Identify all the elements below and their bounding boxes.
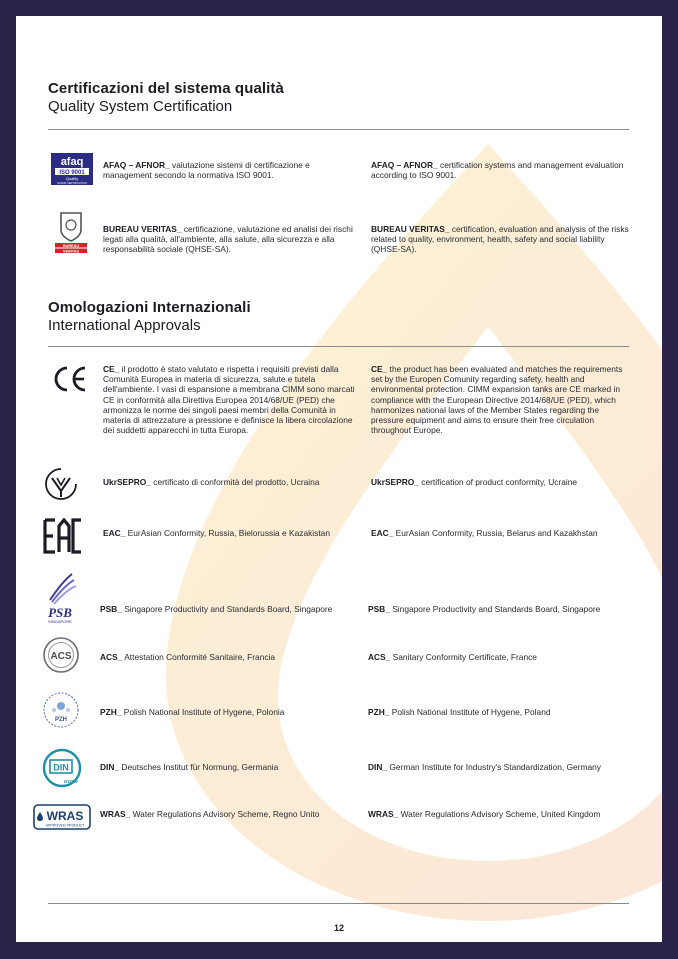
page [16,16,662,942]
section-title-quality-en: Quality System Certification [48,98,233,115]
psb-logo-word: PSB [48,605,72,620]
din-text-it: DIN_ Deutsches Institut für Normung, Germania [100,762,279,772]
acs-text-en: ACS_ Sanitary Conformity Certificate, France [368,652,537,662]
ukrsepro-logo [45,467,77,501]
pzh-logo [42,691,80,731]
wras-text-en: WRAS_ Water Regulations Advisory Scheme, United Kingdom [368,809,601,819]
afaq-logo-afnor: AFNOR CERTIFICATION [57,182,87,185]
eac-text-en: EAC_ EurAsian Conformity, Russia, Belarus and Kazakhstan [371,528,598,538]
psb-text-it: PSB_ Singapore Productivity and Standards Board, Singapore [100,604,333,614]
section-title-approvals-it: Omologazioni Internazionali [48,299,251,316]
wras-logo [33,804,91,830]
psb-logo [42,572,78,624]
wras-logo-word: WRAS [46,809,84,823]
bv-logo-bureau: BUREAU [62,243,80,248]
wras-text-it: WRAS_ Water Regulations Advisory Scheme, Regno Unito [100,809,320,819]
eac-text-it: EAC_ EurAsian Conformity, Russia, Bielorussia e Kazakistan [103,528,330,538]
bureau-veritas-text-en: BUREAU VERITAS_ certification, evaluation and analysis of the risks related to quality, environment, health, safety and social liability (QHSE-SA). [371,224,629,255]
afaq-logo-iso: ISO 9001 [59,170,85,176]
afaq-logo-quality: Quality [65,176,79,181]
afaq-text-en: AFAQ – AFNOR_ certification systems and management evaluation according to ISO 9001. [371,160,624,181]
ce-mark-logo [51,364,89,394]
psb-logo-singapore: SINGAPORE [48,619,72,624]
eac-logo [43,518,83,554]
divider [48,346,629,347]
ce-text-en: CE_ the product has been evaluated and matches the requirements set by the Europen Comunity regarding safety, health and environmental protection. CIMM expansion tanks are CE marked in compliance with the European Directive 2014/68/UE (PED), which harmonizes national laws of the Member States regarding the pressure equipment and aims to ensure their free circulation throughout Europe. [371,364,623,436]
wras-logo-approved: APPROVED PRODUCT [45,823,85,828]
pzh-logo-word: PZH [55,717,67,723]
pzh-text-it: PZH_ Polish National Institute of Hygene, Polonia [100,707,285,717]
din-dvgw-logo [42,748,82,788]
pzh-text-en: PZH_ Polish National Institute of Hygene, Poland [368,707,551,717]
din-text-en: DIN_ German Institute for Industry's Standardization, Germany [368,762,601,772]
acs-text-it: ACS_ Attestation Conformité Sanitaire, Francia [100,652,276,662]
acs-logo [42,636,80,674]
footer-divider [48,903,629,904]
afaq-text-it: AFAQ – AFNOR_ valutazione sistemi di certificazione e management secondo la normativa ISO 9001. [103,160,310,181]
ce-text-it: CE_ il prodotto è stato valutato e rispetta i requisiti previsti dalla Comunità Europea in materia di sicurezza, salute e tutela dell'ambiente. I vasi di espansione a membrana CIMM sono marcati CE in conformità alla Direttiva Europea 2014/68/UE (PED) che armonizza le norme dei singoli paesi membri della Comunità in materia di attrezzature a pressione e definisce la libera circolazione dei suddetti apparecchi in tutta Europa. [103,364,355,436]
bureau-veritas-text-it: BUREAU VERITAS_ certificazione, valutazione ed analisi dei rischi legati alla qualità, all'ambiente, alla salute, alla sicurezza e alla responsabilità sociale (QHSE-SA). [103,224,353,255]
ukrsepro-text-it: UkrSEPRO_ certificato di conformità del prodotto, Ucraina [103,477,320,487]
section-title-quality-it: Certificazioni del sistema qualità [48,80,284,97]
afaq-iso-9001-logo [51,153,93,185]
divider [48,129,629,130]
acs-logo-word: ACS [50,651,72,662]
section-title-approvals-en: International Approvals [48,317,201,334]
din-logo-dvgw: DVGW [64,779,78,784]
ukrsepro-text-en: UkrSEPRO_ certification of product conformity, Ucraine [371,477,578,487]
afaq-logo-word: afaq [60,156,84,168]
psb-text-en: PSB_ Singapore Productivity and Standards Board, Singapore [368,604,601,614]
bv-logo-veritas: VERITAS [62,249,80,254]
din-logo-word: DIN [53,762,69,773]
page-number: 12 [333,923,344,933]
bureau-veritas-logo [53,210,89,254]
